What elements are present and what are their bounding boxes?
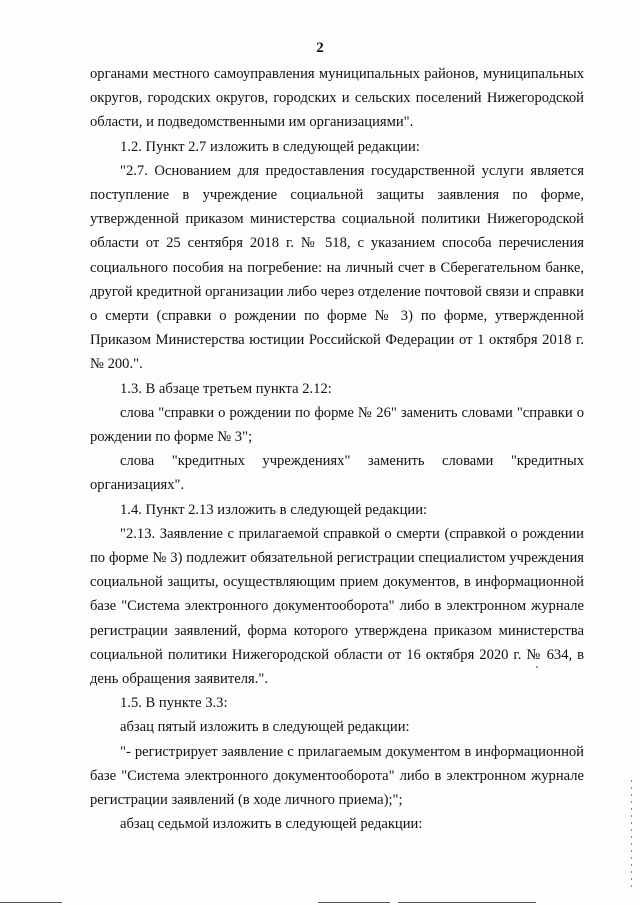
paragraph-continuation: органами местного самоуправления муниципальных районов, муниципальных округов, городских округов, городских и сельских поселений Нижегородской области, и подведомственными им организациями".	[90, 66, 584, 131]
paragraph-seventh-abzac: абзац седьмой изложить в следующей редакции:	[120, 816, 423, 833]
document-body	[90, 62, 584, 837]
page-number: 2	[316, 40, 324, 56]
paragraph-item-1-4: 1.4. Пункт 2.13 изложить в следующей редакции:	[120, 501, 428, 518]
paragraph-replace-form-26: слова "справки о рождении по форме № 26" заменить словами "справки о рождении по форме № 3";	[90, 404, 584, 446]
scan-artifact-line-right	[398, 902, 536, 903]
paragraph-replace-credit: слова "кредитных учреждениях" заменить словами "кредитных организациях".	[90, 453, 584, 494]
paragraph-item-1-5: 1.5. В пункте 3.3:	[120, 695, 228, 712]
scan-artifact-dot	[536, 666, 538, 668]
paragraph-registers-application: "- регистрирует заявление с прилагаемым документом в информационной базе "Система электронного документооборота" либо в электронном журнале регистрации заявлений (в ходе личного приема);";	[90, 743, 584, 809]
scan-artifact-edge-ticks	[631, 780, 632, 890]
scan-artifact-line-left	[0, 902, 62, 903]
scan-artifact-line-center	[318, 902, 390, 903]
paragraph-clause-2-7: "2.7. Основанием для предоставления государственной услуги является поступление в учреждение социальной защиты заявления по форме, утвержденной приказом министерства социальной политики Нижегородской области от 25 сентября 2018 г. № 518, с указанием способа перечисления социального пособия на погребение: на личный счет в Сберегательном банке, другой кредитной организации либо через отделение почтовой связи и справки о смерти (справки о рождении по форме № 3) по форме, утвержденной Приказом Министерства юстиции Российской Федерации от 1 октября 2018 г. № 200.".	[90, 162, 584, 373]
paragraph-clause-2-13: "2.13. Заявление с прилагаемой справкой о смерти (справкой о рождении по форме № 3) подлежит обязательной регистрации специалистом учреждения социальной защиты, осуществляющим прием документов, в информационной базе "Система электронного документооборота" либо в электронном журнале регистрации заявлений, форма которого утверждена приказом министерства социальной политики Нижегородской области от 16 октября 2020 г. № 634, в день обращения заявителя.".	[90, 525, 584, 688]
paragraph-item-1-2: 1.2. Пункт 2.7 изложить в следующей редакции:	[120, 138, 420, 155]
paragraph-fifth-abzac: абзац пятый изложить в следующей редакции:	[120, 719, 410, 736]
paragraph-item-1-3: 1.3. В абзаце третьем пункта 2.12:	[120, 380, 332, 397]
